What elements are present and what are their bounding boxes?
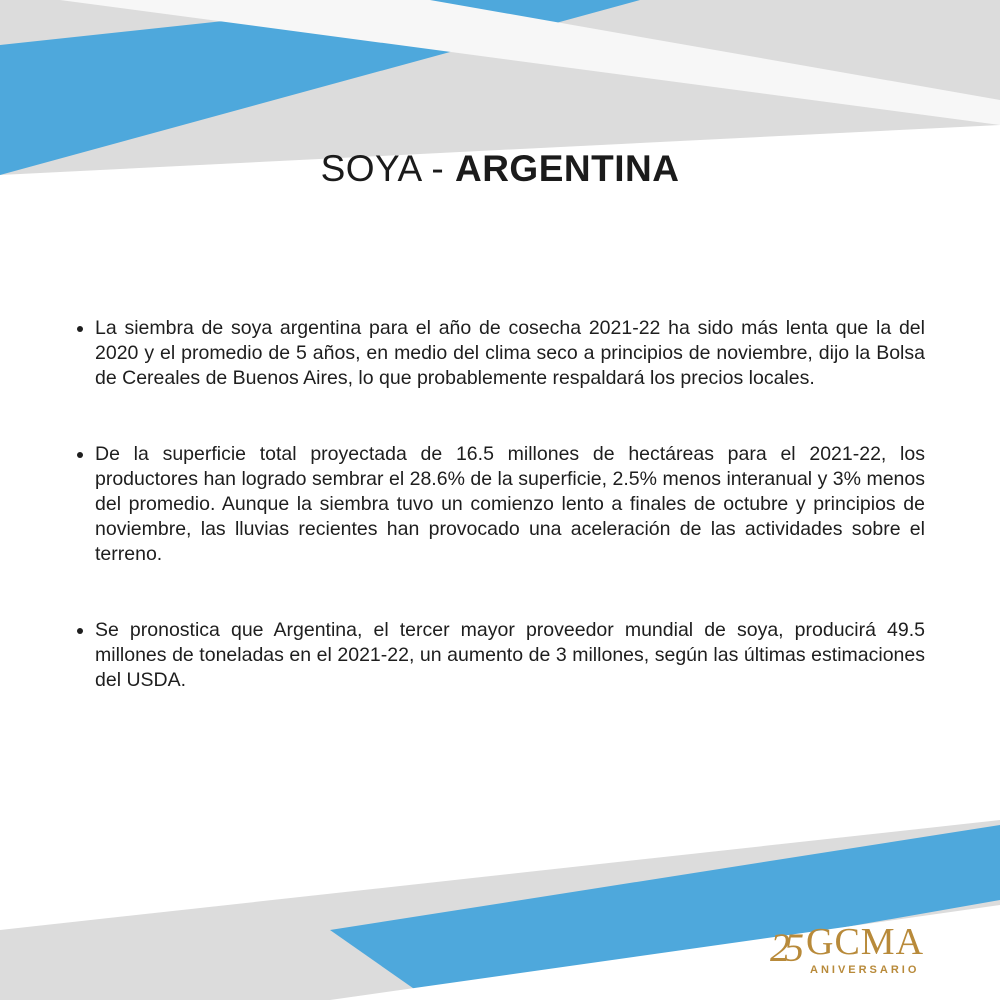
gcma-logo [770, 918, 950, 990]
title-regular: SOYA - [320, 148, 455, 189]
logo-subtitle: ANIVERSARIO [810, 964, 920, 976]
bullet-dot [77, 326, 83, 332]
bullet-text: Se pronostica que Argentina, el tercer mayor proveedor mundial de soya, producirá 49.5 millones de toneladas en el 2021-22, un aumento de 3 millones, según las últimas estimaciones del USDA. [95, 619, 925, 691]
bullet-dot [77, 628, 83, 634]
bullet-list [75, 316, 925, 744]
bullet-dot [77, 452, 83, 458]
title-bold: ARGENTINA [454, 148, 680, 189]
page-title [0, 148, 1000, 190]
list-item [75, 316, 925, 391]
logo-number: 25 [770, 925, 798, 970]
bullet-text: La siembra de soya argentina para el año de cosecha 2021-22 ha sido más lenta que la del 2020 y el promedio de 5 años, en medio del clima seco a principios de noviembre, dijo la Bolsa de Cereales de Buenos Aires, lo que probablemente respaldará los precios locales. [95, 317, 925, 389]
bullet-text: De la superficie total proyectada de 16.5 millones de hectáreas para el 2021-22, los productores han logrado sembrar el 28.6% de la superficie, 2.5% menos interanual y 3% menos del promedio. Aunque la siembra tuvo un comienzo lento a finales de octubre y principios de noviembre, las lluvias recientes han provocado una aceleración de las actividades sobre el terreno. [95, 443, 925, 565]
list-item [75, 442, 925, 567]
logo-brand: GCMA [806, 921, 925, 963]
list-item [75, 618, 925, 693]
